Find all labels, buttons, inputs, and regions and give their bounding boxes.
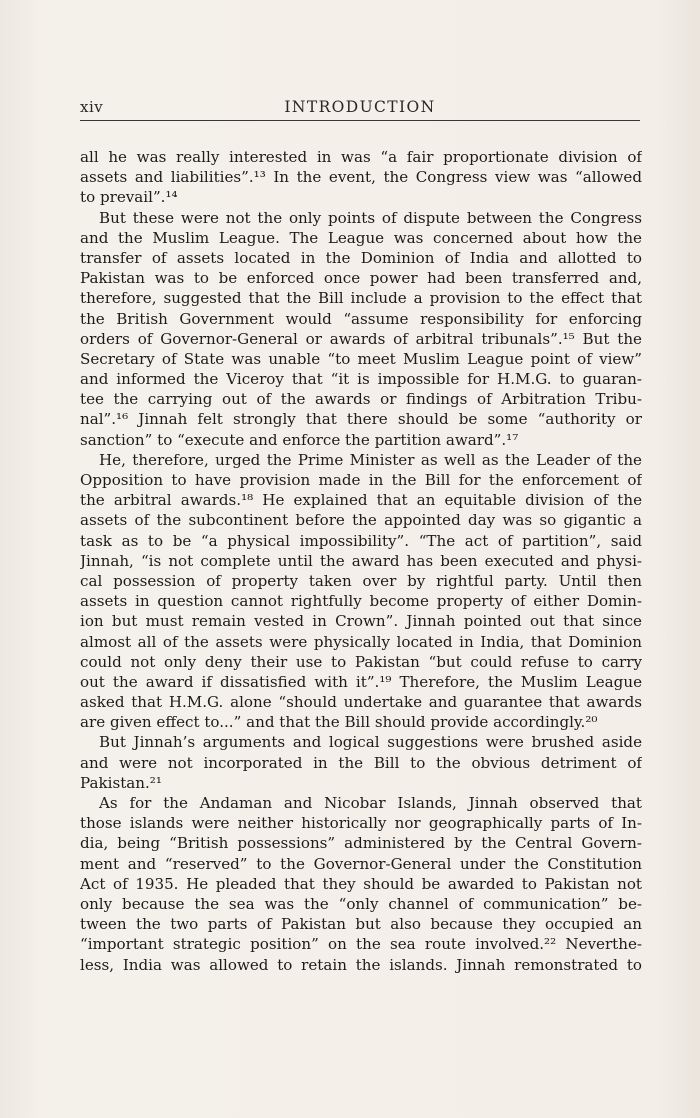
text-line: sanction” to “execute and enforce the partition award”.¹⁷ <box>80 430 519 449</box>
text-line: dia, being “British possessions” administered by the Central Govern- <box>80 834 642 853</box>
text-line: less, India was allowed to retain the islands. Jinnah remonstrated to <box>80 955 642 974</box>
text-line: As for the Andaman and Nicobar Islands, Jinnah observed that <box>99 794 642 812</box>
text-line: orders of Governor-General or awards of arbitral tribunals”.¹⁵ But the <box>80 329 642 348</box>
text-line: assets in question cannot rightfully become property of either Domin- <box>80 592 642 611</box>
text-line: out the award if dissatisfied with it”.¹⁹ Therefore, the Muslim League <box>80 672 642 691</box>
text-line: Act of 1935. He pleaded that they should be awarded to Pakistan not <box>80 874 642 893</box>
text-line: are given effect to...” and that the Bill should provide accordingly.²⁰ <box>80 713 598 732</box>
text-line: asked that H.M.G. alone “should undertake and guarantee that awards <box>80 693 642 712</box>
text-line: all he was really interested in was “a fair proportionate division of <box>80 148 642 166</box>
text-line: to prevail”.¹⁴ <box>80 188 178 207</box>
text-line: ment and “reserved” to the Governor-General under the Constitution <box>80 854 642 873</box>
text-line: and the Muslim League. The League was concerned about how the <box>80 228 642 247</box>
text-line: and were not incorporated in the Bill to the obvious detriment of <box>80 753 642 772</box>
text-line: Secretary of State was unable “to meet Muslim League point of view” <box>80 349 642 368</box>
section-title: INTRODUCTION <box>284 98 436 116</box>
text-line: therefore, suggested that the Bill include a provision to the effect that <box>80 289 642 308</box>
text-line: assets of the subcontinent before the appointed day was so gigantic a <box>80 511 642 530</box>
text-line: the British Government would “assume responsibility for enforcing <box>80 309 642 328</box>
text-line: those islands were neither historically nor geographically parts of In- <box>80 814 642 833</box>
text-line: Pakistan was to be enforced once power had been transferred and, <box>80 269 642 288</box>
text-line: But Jinnah’s arguments and logical suggestions were brushed aside <box>99 733 642 752</box>
text-line: and informed the Viceroy that “it is impossible for H.M.G. to guaran- <box>80 370 642 389</box>
text-line: cal possession of property taken over by rightful party. Until then <box>80 571 642 590</box>
text-line: But these were not the only points of dispute between the Congress <box>99 208 642 227</box>
text-line: tween the two parts of Pakistan but also because they occupied an <box>80 915 642 934</box>
text-line: almost all of the assets were physically located in India, that Dominion <box>80 632 642 651</box>
text-line: He, therefore, urged the Prime Minister as well as the Leader of the <box>99 450 642 469</box>
text-line: task as to be “a physical impossibility”. “The act of partition”, said <box>80 531 642 550</box>
running-head <box>80 94 640 121</box>
text-line: only because the sea was the “only channel of communication” be- <box>80 894 642 913</box>
text-line: could not only deny their use to Pakistan “but could refuse to carry <box>80 652 642 671</box>
text-line: Jinnah, “is not complete until the award has been executed and physi- <box>80 551 642 570</box>
text-line: tee the carrying out of the awards or findings of Arbitration Tribu- <box>80 390 642 409</box>
text-line: Pakistan.²¹ <box>80 773 162 792</box>
text-line: assets and liabilities”.¹³ In the event, the Congress view was “allowed <box>80 168 642 187</box>
text-line: ion but must remain vested in Crown”. Jinnah pointed out that since <box>80 612 642 631</box>
text-line: Opposition to have provision made in the Bill for the enforcement of <box>80 471 642 489</box>
text-line: nal”.¹⁶ Jinnah felt strongly that there should be some “authority or <box>80 410 642 429</box>
text-line: transfer of assets located in the Dominion of India and allotted to <box>80 248 642 267</box>
page-number: xiv <box>80 98 104 116</box>
text-line: the arbitral awards.¹⁸ He explained that an equitable division of the <box>80 491 642 510</box>
body-text <box>80 147 642 975</box>
text-line: “important strategic position” on the sea route involved.²² Neverthe- <box>80 935 642 954</box>
